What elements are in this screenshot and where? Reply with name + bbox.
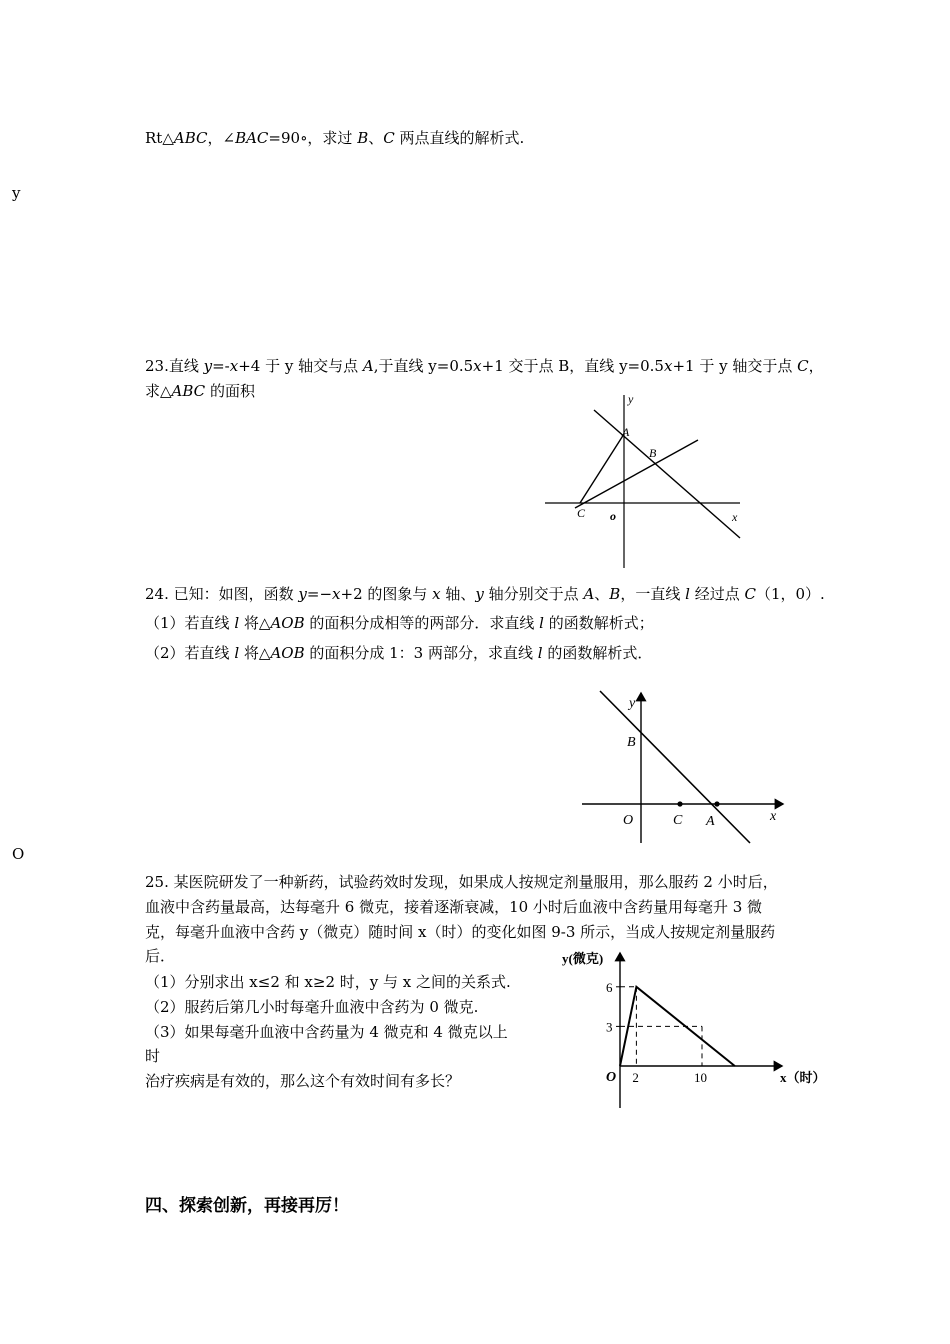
q23-part: x	[473, 357, 482, 375]
q25-ytick-label: 3	[606, 1019, 613, 1035]
q23-part: +1 交于点 B，直线 y=0.5	[481, 357, 664, 375]
stray-y-label: y	[12, 184, 21, 202]
q23-part: x	[663, 357, 673, 375]
q25-chart	[560, 945, 830, 1110]
q24-part: l	[234, 614, 240, 632]
q22-part: ，∠	[207, 129, 236, 147]
q24-part: l	[685, 585, 690, 603]
q24-part: A	[583, 585, 595, 603]
q24-label-a: A	[706, 814, 715, 829]
q24-part: l	[537, 644, 543, 662]
q24-part: AOB	[270, 644, 305, 662]
q23-part: C	[797, 357, 809, 375]
q24-part: 轴、	[440, 585, 476, 603]
q23-label-o: o	[610, 509, 616, 523]
q25-line: 25. 某医院研发了一种新药，试验药效时发现，如果成人按规定剂量服用，那么服药 2 小时后，	[145, 873, 778, 891]
q24-label-b: B	[627, 735, 636, 750]
q25-line: 血液中含药量最高，达每毫升 6 微克，接着逐渐衰减，10 小时后血液中含药量用每毫升 3 微	[145, 898, 763, 916]
q22-part: ABC	[173, 129, 208, 147]
q24-figure	[578, 685, 790, 845]
q24-part: AOB	[270, 614, 305, 632]
q24-part: l	[539, 614, 544, 632]
q24-part: 的面积分成相等的两部分．求直线	[304, 614, 540, 632]
q22-text	[145, 128, 524, 148]
q22-part: =90	[268, 129, 301, 147]
q25-line: （2）服药后第几小时每毫升血液中含药为 0 微克.	[145, 998, 479, 1016]
q24-line-2	[145, 613, 654, 633]
q23-part: ABC	[171, 382, 206, 400]
q25-xtick-label: 10	[694, 1070, 707, 1085]
q24-part: 经过点	[689, 585, 745, 603]
stray-o-label: O	[12, 845, 25, 863]
q23-part: ，	[808, 357, 824, 375]
q24-line-1	[145, 584, 825, 604]
q24-part: B	[609, 585, 621, 603]
q24-part: 的函数解析式．	[542, 644, 653, 662]
q23-part: 的面积	[205, 382, 255, 400]
q24-part: 将△	[239, 644, 271, 662]
q22-part: BAC	[235, 129, 269, 147]
q24-point-a	[714, 801, 719, 806]
q24-part: x	[432, 585, 441, 603]
q23-figure	[540, 390, 750, 570]
q22-part: 、	[368, 129, 384, 147]
q24-label-c: C	[673, 813, 683, 828]
q24-part: l	[234, 644, 240, 662]
q24-part: （2）若直线	[145, 644, 235, 662]
q23-part: A	[362, 357, 374, 375]
q24-part: ，一直线	[620, 585, 686, 603]
q24-part: x	[332, 585, 341, 603]
q25-line: 后．	[145, 947, 176, 965]
q24-part: （1）若直线	[145, 614, 235, 632]
q25-line: （1）分别求出 x≤2 和 x≥2 时，y 与 x 之间的关系式.	[145, 973, 511, 991]
q24-part: 将△	[239, 614, 271, 632]
q25-line: 时	[145, 1047, 161, 1065]
q23-part: 23.直线	[145, 357, 204, 375]
q24-part: 24. 已知：如图，函数	[145, 585, 299, 603]
q24-part: 的函数解析式；	[543, 614, 654, 632]
q25-line: （3）如果每毫升血液中含药量为 4 微克和 4 微克以上	[145, 1023, 508, 1041]
q23-label-a: A	[622, 425, 630, 439]
q23-label-c: C	[577, 506, 586, 520]
q25-xtick-label: 2	[632, 1070, 639, 1085]
q23-part: y	[203, 357, 213, 375]
q23-line-half-x-plus-1	[575, 440, 698, 508]
q25-ylabel: y(微克)	[562, 951, 604, 966]
q23-line-1	[145, 356, 824, 376]
q25-xlabel: x（时）	[780, 1070, 826, 1085]
q22-part: C	[383, 129, 395, 147]
q24-part: C	[744, 585, 756, 603]
q25-ytick-label: 6	[606, 979, 613, 995]
q23-label-x: x	[732, 510, 738, 524]
q23-part: x	[229, 357, 239, 375]
q24-part: y	[475, 585, 484, 603]
q24-label-y: y	[629, 696, 636, 711]
q23-label-y: y	[628, 392, 634, 406]
q22-part: 两点直线的解析式.	[394, 129, 525, 147]
q22-part: B	[357, 129, 369, 147]
q22-part: ∘	[300, 129, 308, 147]
q24-label-o: O	[623, 813, 634, 828]
q23-part: 求△	[145, 382, 172, 400]
section-4-heading: 四、探索创新，再接再厉！	[145, 1196, 349, 1216]
q24-line-3	[145, 643, 652, 663]
q24-part: （1，0）.	[755, 585, 825, 603]
q24-label-x: x	[770, 809, 777, 824]
q23-part: +1 于 y 轴交于点	[672, 357, 798, 375]
q23-label-b: B	[649, 446, 657, 460]
q24-part: +2 的图象与	[340, 585, 433, 603]
q23-part: =-	[212, 357, 230, 375]
q23-part: ,于直线 y=0.5	[373, 357, 474, 375]
q25-line: 克，每毫升血液中含药 y（微克）随时间 x（时）的变化如图 9-3 所示，当成人按规定剂量服药	[145, 923, 776, 941]
q25-origin-label: O	[606, 1070, 617, 1085]
q24-part: 的面积分成 1：3 两部分，求直线	[304, 644, 538, 662]
q24-point-c	[677, 801, 682, 806]
q24-part: 、	[594, 585, 610, 603]
q24-part: 轴分别交于点	[483, 585, 584, 603]
q25-line: 治疗疾病是有效的，那么这个有效时间有多长？	[145, 1072, 461, 1090]
q24-part: =−	[306, 585, 333, 603]
q22-part: Rt△	[145, 129, 174, 147]
q23-line-2	[145, 381, 255, 401]
q24-part: y	[298, 585, 307, 603]
q23-part: +4 于 y 轴交与点	[238, 357, 363, 375]
q22-part: ，求过	[307, 129, 358, 147]
